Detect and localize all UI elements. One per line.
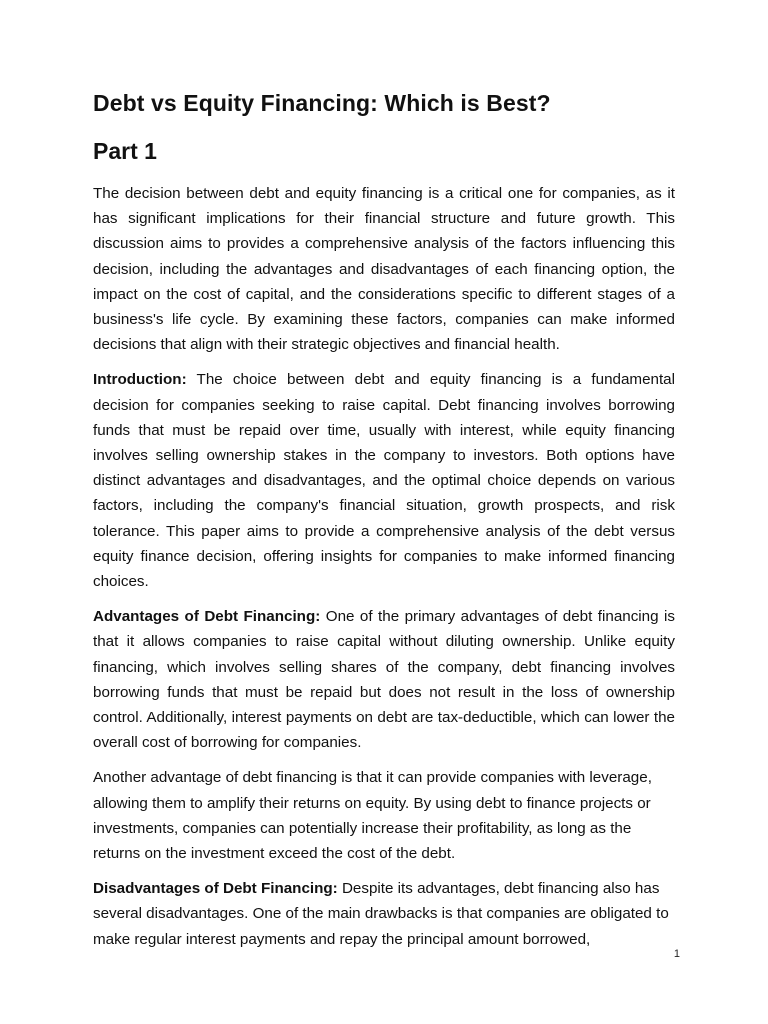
paragraph-overview <box>93 181 675 357</box>
paragraph-text: Another advantage of debt financing is that it can provide companies with leverage, allowing them to amplify their returns on equity. By using debt to finance projects or investments, companies can potentially increase their profitability, as long as the returns on the investment exceed the cost of the debt. <box>93 769 652 863</box>
page-number: 1 <box>673 948 680 960</box>
part-heading: Part 1 <box>93 138 157 164</box>
paragraph-introduction <box>93 367 675 594</box>
paragraph-text: Despite its advantages, debt financing also has several disadvantages. One of the main drawbacks is that companies are obligated to make regular interest payments and repay the principal amount borrowed, <box>93 880 669 948</box>
paragraph-heading: Disadvantages of Debt Financing: <box>93 880 338 898</box>
paragraph-heading: Advantages of Debt Financing: <box>93 608 321 626</box>
paragraph-disadvantages-debt <box>93 876 675 952</box>
paragraph-text: One of the primary advantages of debt financing is that it allows companies to raise capital without diluting ownership. Unlike equity financing, which involves selling shares of the company, debt financing involves borrowing funds that must be repaid but does not result in the loss of ownership control. Additionally, interest payments on debt are tax-deductible, which can lower the overall cost of borrowing for companies. <box>93 608 675 752</box>
paragraph-heading: Introduction: <box>93 371 187 389</box>
paragraph-leverage <box>93 765 675 866</box>
paragraph-text: The decision between debt and equity financing is a critical one for companies, as it has significant implications for their financial structure and future growth. This discussion aims to provides a comprehensive analysis of the factors influencing this decision, including the advantages and disadvantages of each financing option, the impact on the cost of capital, and the considerations specific to different stages of a business's life cycle. By examining these factors, companies can make informed decisions that align with their strategic objectives and financial health. <box>93 185 675 354</box>
document-body <box>93 84 675 952</box>
paragraph-advantages-debt <box>93 604 675 755</box>
paragraph-text: The choice between debt and equity financing is a fundamental decision for companies seeking to raise capital. Debt financing involves borrowing funds that must be repaid over time, usually with interest, while equity financing involves selling ownership stakes in the company to investors. Both options have distinct advantages and disadvantages, and the optimal choice depends on various factors, including the company's financial situation, growth prospects, and risk tolerance. This paper aims to provide a comprehensive analysis of the debt versus equity finance decision, offering insights for companies to make informed financing choices. <box>93 371 675 591</box>
document-title: Debt vs Equity Financing: Which is Best? <box>93 90 551 116</box>
